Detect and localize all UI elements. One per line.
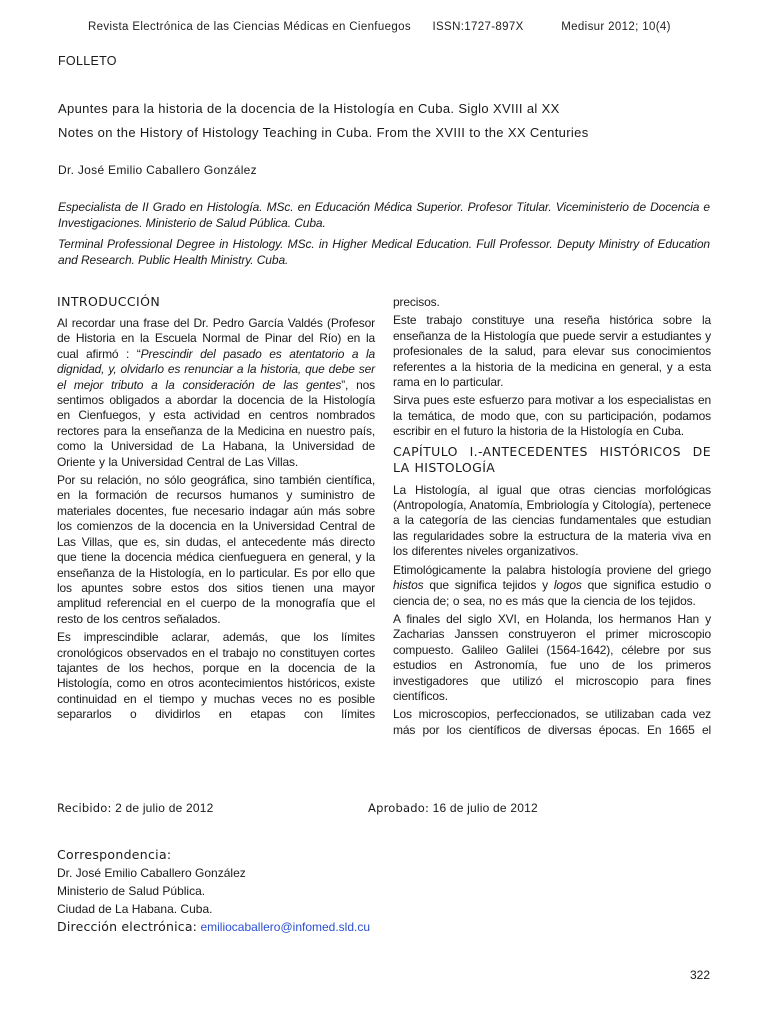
correspondence-institution: Ministerio de Salud Pública. bbox=[57, 884, 206, 898]
paragraph: Este trabajo constituye una reseña histórica sobre la enseñanza de la Histología que puede servir a estudiantes y profesionales de la salud, para elevar sus conocimientos referentes a la historia de la medicina en general, y a esta rama en lo particular. bbox=[393, 313, 711, 390]
received-value: 2 de julio de 2012 bbox=[115, 801, 214, 815]
introduction-heading: INTRODUCCIÓN bbox=[57, 294, 161, 309]
paragraph: precisos. bbox=[393, 295, 440, 309]
paragraph: Los microscopios, perfeccionados, se utilizaban cada vez más por los científicos de diversas épocas. En 1665 el bbox=[393, 707, 711, 737]
left-column bbox=[57, 294, 375, 726]
correspondence-name: Dr. José Emilio Caballero González bbox=[57, 866, 246, 880]
email-label: Dirección electrónica: bbox=[57, 919, 198, 934]
chapter-heading: CAPÍTULO I.-ANTECEDENTES HISTÓRICOS DE LA HISTOLOGÍA bbox=[393, 443, 711, 475]
email-link[interactable]: emiliocaballero@infomed.sld.cu bbox=[200, 920, 371, 934]
paragraph: Es imprescindible aclarar, además, que los límites cronológicos observados en el trabajo no constituyen cortes tajantes de los hechos, porque en la docencia de la Histología, como en otros acontecimientos históricos, existe continuidad en el tiempo y muchas veces no es posible separarlos o dividirlos en etapas con límites bbox=[57, 630, 375, 722]
running-header bbox=[88, 21, 671, 33]
greek-term: histos bbox=[393, 578, 424, 593]
section-label: FOLLETO bbox=[58, 54, 117, 68]
title-english: Notes on the History of Histology Teaching in Cuba. From the XVIII to the XX Centuries bbox=[58, 125, 589, 140]
right-column bbox=[393, 295, 711, 741]
paragraph: La Histología, al igual que otras ciencias morfológicas (Antropología, Anatomía, Embriología y Citología), pertenece a la categoría de las ciencias fundamentales que estudian las regularidades sobre la estructura de la materia viva en los diferentes niveles organizativos. bbox=[393, 482, 711, 559]
correspondence-city: Ciudad de La Habana. Cuba. bbox=[57, 902, 213, 916]
received-label: Recibido: bbox=[57, 801, 112, 815]
approved-label: Aprobado: bbox=[368, 801, 430, 815]
approved-value: 16 de julio de 2012 bbox=[432, 801, 538, 815]
correspondence-title: Correspondencia: bbox=[57, 847, 172, 862]
received-date bbox=[57, 801, 213, 815]
affiliation-english: Terminal Professional Degree in Histology. MSc. in Higher Medical Education. Full Professor. Deputy Ministry of Education and Research. Public Health Ministry. Cuba. bbox=[58, 237, 710, 267]
correspondence-block bbox=[57, 846, 370, 936]
paragraph-text: ”, nos sentimos obligados a abordar la docencia de la Histología en Cienfuegos, y esta actividad en centros nombrados rectores para la enseñanza de la Medicina en nuestro país, como la Universidad de La Habana, la Universidad de Oriente y la Universidad Central de Las Villas. bbox=[57, 377, 375, 469]
quote-text: Prescindir del pasado es atentatorio a la dignidad, y, olvidarlo es renunciar a la historia, que debe ser el mejor tributo a la consideración de las gentes bbox=[57, 346, 376, 392]
journal-name: Revista Electrónica de las Ciencias Médicas en Cienfuegos bbox=[88, 21, 411, 33]
paragraph-text: que significa tejidos y bbox=[423, 578, 554, 593]
paragraph-text: Etimológicamente la palabra histología proviene del griego bbox=[393, 562, 711, 577]
paragraph-text: Al recordar una frase del Dr. Pedro García Valdés (Profesor de Historia en la Escuela Normal de Pinar del Río) en la cual afirmó : “ bbox=[57, 316, 375, 361]
citation: Medisur 2012; 10(4) bbox=[561, 21, 671, 33]
paragraph: A finales del siglo XVI, en Holanda, los hermanos Han y Zacharias Janssen construyeron el primer microscopio compuesto. Galileo Galilei (1564-1642), célebre por sus estudios en Astronomía, fue uno de los primeros investigadores que utilizó el microscopio para fines científicos. bbox=[393, 611, 711, 703]
paragraph: Sirva pues este esfuerzo para motivar a los especialistas en la temática, de modo que, con su participación, podamos escribir en el futuro la historia de la Histología en Cuba. bbox=[393, 393, 711, 439]
paragraph: Por su relación, no sólo geográfica, sino también científica, en la formación de recursos humanos y suministro de materiales docentes, fue necesario indagar aún más sobre los comienzos de la docencia en la Universidad Central de Las Villas, que es, sin dudas, el antecedente más directo que tiene la docencia médica cienfueguera en general, y la enseñanza de la Histología, en lo particular. Es por ello que los apuntes sobre estos dos sitios tienen una mayor amplitud referencial en el cuerpo de la monografía que el resto de los centros señalados. bbox=[57, 473, 375, 626]
affiliation-spanish: Especialista de II Grado en Histología. MSc. en Educación Médica Superior. Profesor Titular. Viceministerio de Docencia e Investigaciones. Ministerio de Salud Pública. Cuba. bbox=[58, 200, 710, 230]
page-number: 322 bbox=[689, 968, 710, 982]
greek-term: logos bbox=[553, 578, 582, 593]
author-name: Dr. José Emilio Caballero González bbox=[58, 163, 257, 177]
issn: ISSN:1727-897X bbox=[432, 21, 524, 33]
paragraph bbox=[57, 316, 375, 470]
approved-date bbox=[368, 801, 538, 815]
paragraph bbox=[393, 563, 711, 609]
paragraph-text: que significa estudio o ciencia de; o sea, no es más que la ciencia de los tejidos. bbox=[393, 578, 711, 608]
email-line bbox=[57, 918, 370, 936]
title-spanish: Apuntes para la historia de la docencia de la Histología en Cuba. Siglo XVIII al XX bbox=[58, 101, 560, 116]
